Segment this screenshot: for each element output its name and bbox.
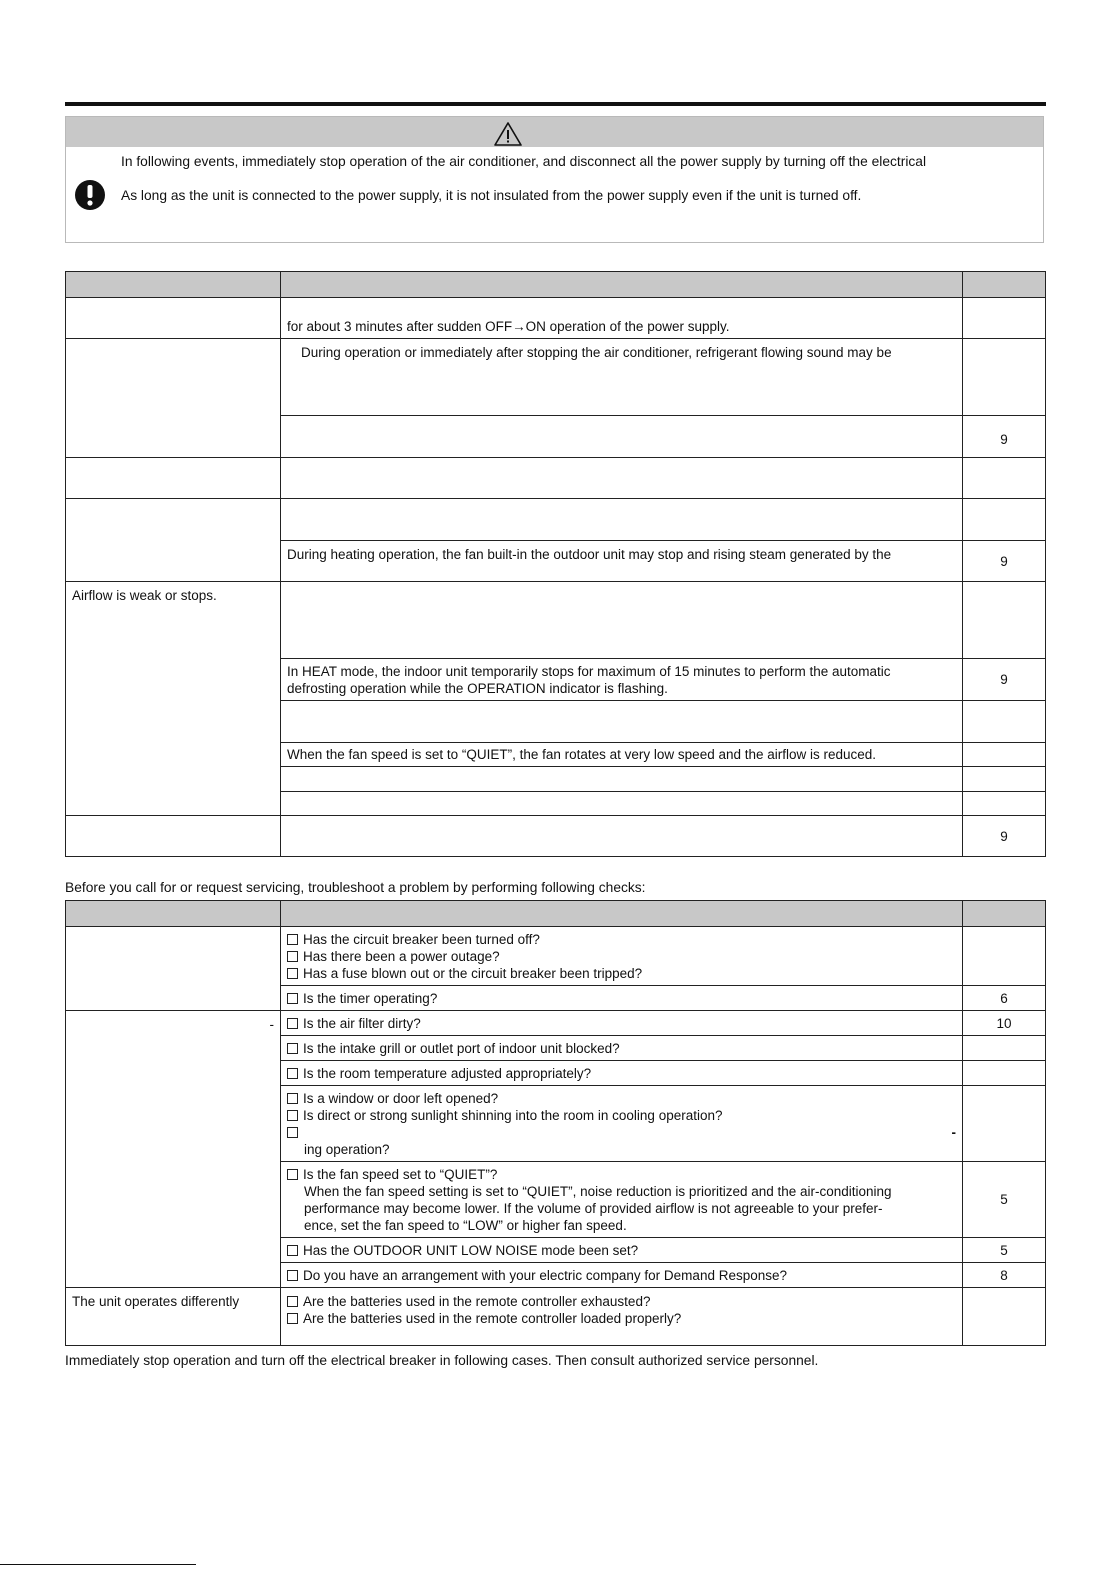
header-check bbox=[281, 901, 963, 927]
checkbox-icon bbox=[287, 951, 298, 962]
check-subtext: When the fan speed setting is set to “QUIET”, noise reduction is prioritized and the air-conditioning bbox=[304, 1183, 892, 1199]
check-cell bbox=[281, 1263, 963, 1288]
cause-cell bbox=[281, 767, 963, 792]
symptom-cell: Airflow is weak or stops. bbox=[66, 582, 281, 816]
check-text: Has the OUTDOOR UNIT LOW NOISE mode been set? bbox=[303, 1242, 639, 1258]
cause-cell bbox=[281, 792, 963, 816]
symptom-table bbox=[65, 271, 1046, 857]
cause-cell: for about 3 minutes after sudden OFF→ON operation of the power supply. bbox=[281, 298, 963, 339]
warning-triangle-icon bbox=[493, 121, 523, 147]
cause-line: defrosting operation while the OPERATION indicator is flashing. bbox=[287, 680, 668, 696]
page-cell bbox=[963, 1288, 1046, 1346]
warning-header bbox=[66, 117, 1043, 147]
check-cell bbox=[281, 1011, 963, 1036]
page-cell bbox=[963, 743, 1046, 767]
symptom-cell bbox=[66, 339, 281, 458]
checkbox-icon bbox=[287, 1093, 298, 1104]
table-header-row bbox=[66, 901, 1046, 927]
check-text: Has the circuit breaker been turned off? bbox=[303, 931, 540, 947]
check-item bbox=[287, 1090, 956, 1107]
checkbox-icon bbox=[287, 1043, 298, 1054]
page-cell: 10 bbox=[963, 1011, 1046, 1036]
check-item bbox=[287, 931, 956, 948]
table-header-row bbox=[66, 272, 1046, 298]
page-cell bbox=[963, 582, 1046, 659]
page-cell bbox=[963, 1061, 1046, 1086]
symptom-cell bbox=[66, 816, 281, 857]
check-cell bbox=[281, 1238, 963, 1263]
table-row bbox=[66, 1288, 1046, 1346]
page-cell bbox=[963, 1036, 1046, 1061]
table-row bbox=[66, 927, 1046, 986]
page-cell bbox=[963, 792, 1046, 816]
symptom-cell bbox=[66, 458, 281, 499]
checkbox-icon bbox=[287, 1110, 298, 1121]
cause-line: In HEAT mode, the indoor unit temporarily stops for maximum of 15 minutes to perform the automatic bbox=[287, 663, 891, 679]
check-item bbox=[287, 948, 956, 965]
page-cell: 9 bbox=[963, 541, 1046, 582]
check-text: Is the intake grill or outlet port of indoor unit blocked? bbox=[303, 1040, 620, 1056]
table-row bbox=[66, 339, 1046, 416]
header-cause bbox=[281, 272, 963, 298]
check-cell bbox=[281, 1061, 963, 1086]
page-cell: 9 bbox=[963, 659, 1046, 701]
table-row bbox=[66, 1011, 1046, 1036]
check-text: Is the timer operating? bbox=[303, 990, 438, 1006]
check-text: Is the room temperature adjusted appropriately? bbox=[303, 1065, 592, 1081]
check-item bbox=[287, 1310, 956, 1327]
footnote-rule bbox=[0, 1564, 196, 1565]
checkbox-icon bbox=[287, 1127, 298, 1138]
cause-cell: During operation or immediately after stopping the air conditioner, refrigerant flowing sound may be bbox=[281, 339, 963, 416]
checkbox-icon bbox=[287, 934, 298, 945]
checkbox-icon bbox=[287, 993, 298, 1004]
symptom-cell: - bbox=[66, 1011, 281, 1288]
check-text: Is the fan speed set to “QUIET”? bbox=[303, 1166, 498, 1182]
header-page bbox=[963, 901, 1046, 927]
check-cell bbox=[281, 927, 963, 986]
cause-cell bbox=[281, 416, 963, 458]
warning-line-1: In following events, immediately stop operation of the air conditioner, and disconnect all the power supply by turning off the electrical bbox=[121, 154, 927, 169]
page-cell: 5 bbox=[963, 1238, 1046, 1263]
cause-cell: When the fan speed is set to “QUIET”, the fan rotates at very low speed and the airflow is reduced. bbox=[281, 743, 963, 767]
page-cell bbox=[963, 1086, 1046, 1162]
check-text-continued: ing operation? bbox=[304, 1141, 390, 1157]
symptom-cell bbox=[66, 298, 281, 339]
table-row bbox=[66, 499, 1046, 541]
cause-cell bbox=[281, 701, 963, 743]
cause-cell bbox=[281, 499, 963, 541]
check-subtext: performance may become lower. If the volume of provided airflow is not agreeable to your prefer- bbox=[304, 1200, 883, 1216]
page-cell bbox=[963, 701, 1046, 743]
page-cell bbox=[963, 298, 1046, 339]
page-cell: 5 bbox=[963, 1162, 1046, 1238]
cause-cell bbox=[281, 582, 963, 659]
header-symptom bbox=[66, 901, 281, 927]
top-rule bbox=[65, 102, 1046, 106]
check-subtext: ence, set the fan speed to “LOW” or higher fan speed. bbox=[304, 1217, 627, 1233]
check-cell bbox=[281, 1036, 963, 1061]
table-row bbox=[66, 298, 1046, 339]
checks-table bbox=[65, 900, 1046, 1346]
check-item bbox=[287, 1124, 956, 1141]
check-cell bbox=[281, 1288, 963, 1346]
header-page bbox=[963, 272, 1046, 298]
symptom-cell bbox=[66, 499, 281, 582]
page-cell: 8 bbox=[963, 1263, 1046, 1288]
check-text: Are the batteries used in the remote controller loaded properly? bbox=[303, 1311, 682, 1326]
symptom-cell bbox=[66, 927, 281, 1011]
cause-cell bbox=[281, 458, 963, 499]
check-text: Is a window or door left opened? bbox=[303, 1090, 499, 1106]
checkbox-icon bbox=[287, 968, 298, 979]
check-trail: - bbox=[951, 1124, 956, 1140]
header-symptom bbox=[66, 272, 281, 298]
page-cell bbox=[963, 927, 1046, 986]
table-row bbox=[66, 582, 1046, 659]
symptom-cell: The unit operates differently bbox=[66, 1288, 281, 1346]
note-before-servicing: Before you call for or request servicing, troubleshoot a problem by performing following checks: bbox=[65, 880, 646, 895]
check-item bbox=[287, 1107, 956, 1124]
check-item bbox=[287, 965, 956, 982]
check-cell bbox=[281, 986, 963, 1011]
checkbox-icon bbox=[287, 1296, 298, 1307]
page-cell: 9 bbox=[963, 416, 1046, 458]
check-text: Is the air filter dirty? bbox=[303, 1015, 421, 1031]
cause-cell bbox=[281, 659, 963, 701]
page-cell: 9 bbox=[963, 816, 1046, 857]
check-text: Has a fuse blown out or the circuit breaker been tripped? bbox=[303, 965, 643, 981]
check-text: Do you have an arrangement with your electric company for Demand Response? bbox=[303, 1267, 788, 1283]
check-item bbox=[287, 1166, 956, 1183]
cause-cell: During heating operation, the fan built-in the outdoor unit may stop and rising steam generated by the bbox=[281, 541, 963, 582]
page-cell bbox=[963, 499, 1046, 541]
checkbox-icon bbox=[287, 1018, 298, 1029]
page-cell: 6 bbox=[963, 986, 1046, 1011]
check-item bbox=[287, 1293, 956, 1310]
cause-cell bbox=[281, 816, 963, 857]
check-cell bbox=[281, 1162, 963, 1238]
warning-line-2: As long as the unit is connected to the power supply, it is not insulated from the power supply even if the unit is turned off. bbox=[121, 188, 862, 203]
checkbox-icon bbox=[287, 1313, 298, 1324]
checkbox-icon bbox=[287, 1245, 298, 1256]
check-text: Are the batteries used in the remote controller exhausted? bbox=[303, 1294, 651, 1309]
checkbox-icon bbox=[287, 1169, 298, 1180]
checkbox-icon bbox=[287, 1068, 298, 1079]
page-cell bbox=[963, 458, 1046, 499]
page-cell bbox=[963, 339, 1046, 416]
mandatory-exclamation-icon bbox=[74, 179, 106, 211]
check-text: Has there been a power outage? bbox=[303, 948, 500, 964]
check-cell bbox=[281, 1086, 963, 1162]
check-text: Is direct or strong sunlight shinning into the room in cooling operation? bbox=[303, 1107, 723, 1123]
page-cell bbox=[963, 767, 1046, 792]
note-stop-operation: Immediately stop operation and turn off the electrical breaker in following cases. Then consult authorized service personnel. bbox=[65, 1353, 819, 1368]
table-row bbox=[66, 458, 1046, 499]
checkbox-icon bbox=[287, 1270, 298, 1281]
table-row bbox=[66, 816, 1046, 857]
